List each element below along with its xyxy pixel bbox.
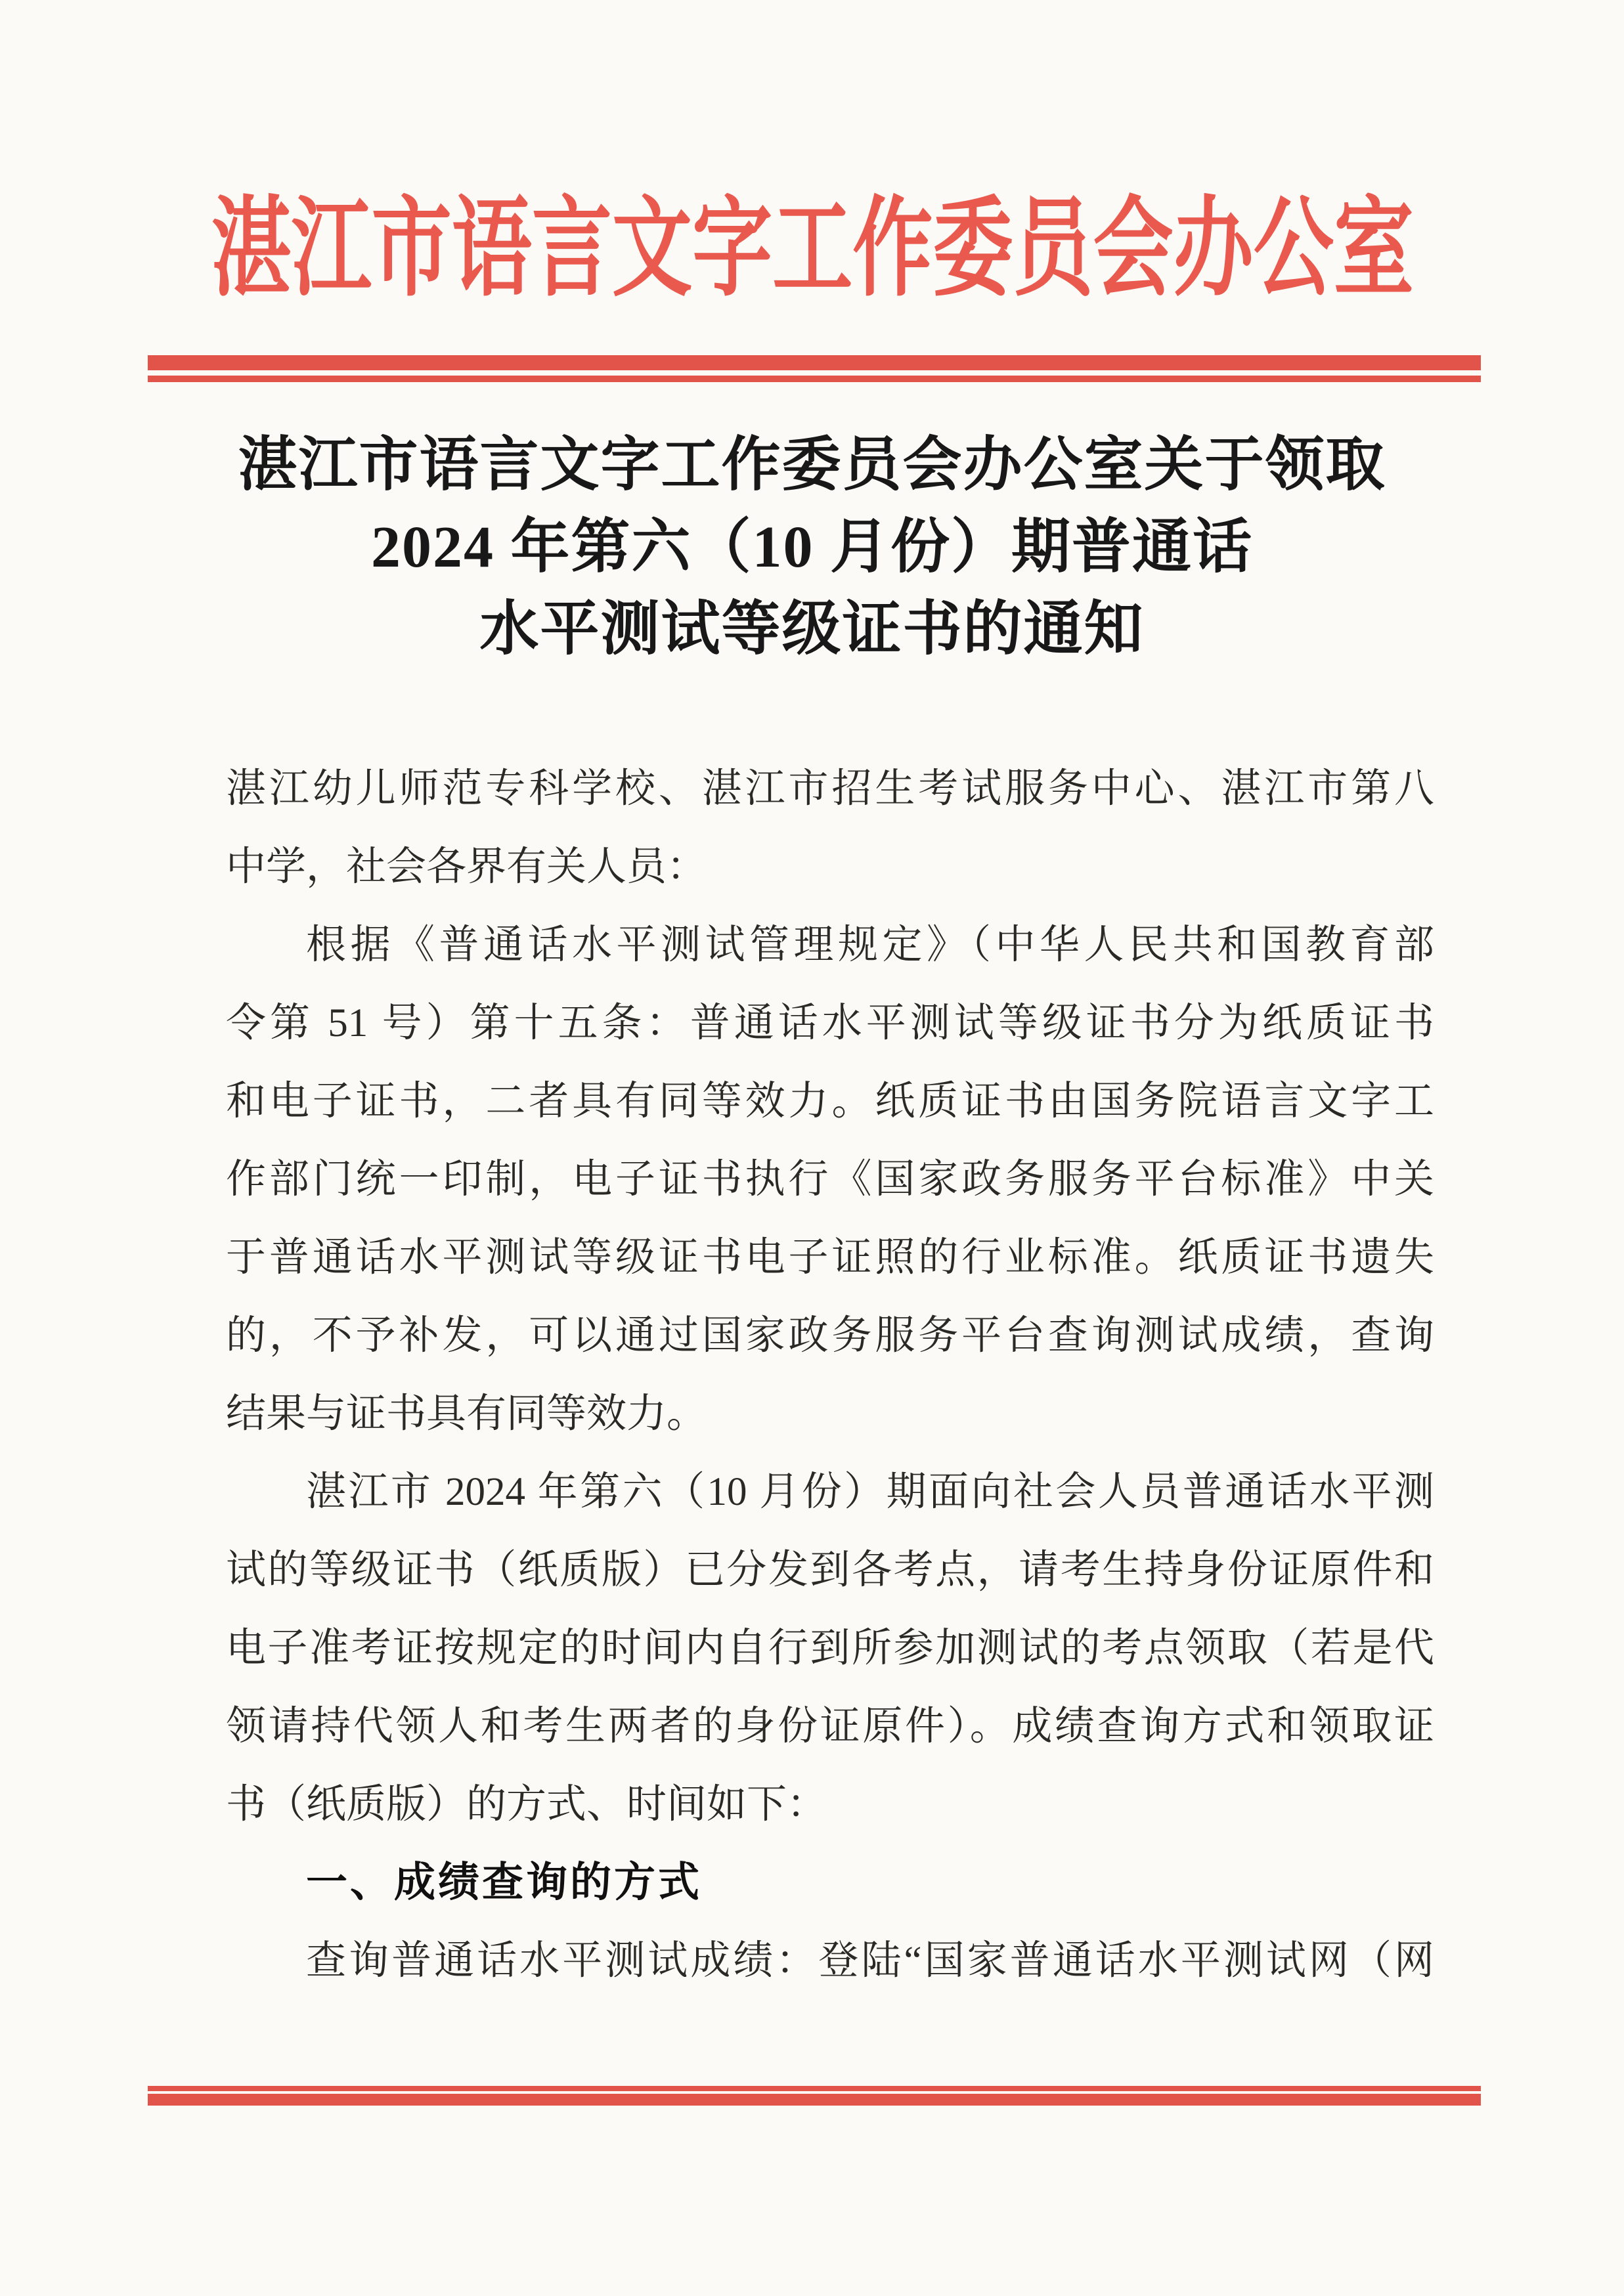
document-title	[0, 424, 1624, 670]
section-heading-score-query: 一、成绩查询的方式	[306, 1859, 702, 1905]
title-line-3: 水平测试等级证书的通知	[479, 597, 1145, 662]
title-line-1: 湛江市语言文字工作委员会办公室关于领取	[238, 433, 1386, 498]
body-line: 湛江市 2024 年第六（10 月份）期面向社会人员普通话水平测	[306, 1470, 1434, 1514]
body-line: 作部门统一印制，电子证书执行《国家政务服务平台标准》中关	[226, 1158, 1434, 1202]
title-line-2: 2024 年第六（10 月份）期普通话	[371, 515, 1253, 580]
body-line: 根据《普通话水平测试管理规定》（中华人民共和国教育部	[306, 923, 1434, 967]
letterhead-org-name: 湛江市语言文字工作委员会办公室	[211, 189, 1414, 309]
body-line: 书（纸质版）的方式、时间如下：	[226, 1783, 827, 1827]
body-line: 结果与证书具有同等效力。	[226, 1392, 707, 1436]
footer-rule-thick	[148, 2094, 1481, 2106]
body-line: 于普通话水平测试等级证书电子证照的行业标准。纸质证书遗失	[226, 1236, 1434, 1280]
letterhead-rule-thick	[148, 355, 1481, 370]
footer-rule-thin	[148, 2086, 1481, 2091]
body-line: 领请持代领人和考生两者的身份证原件）。成绩查询方式和领取证	[226, 1704, 1434, 1748]
body-line: 电子准考证按规定的时间内自行到所参加测试的考点领取（若是代	[226, 1626, 1434, 1670]
document-body	[226, 750, 1434, 2000]
body-line-salutation: 中学，社会各界有关人员：	[226, 845, 707, 889]
body-line: 查询普通话水平测试成绩：登陆“国家普通话水平测试网（网	[306, 1939, 1434, 1983]
body-line: 令第 51 号）第十五条：普通话水平测试等级证书分为纸质证书	[226, 1001, 1434, 1045]
body-line: 和电子证书，二者具有同等效力。纸质证书由国务院语言文字工	[226, 1079, 1434, 1123]
letterhead-rule-thin	[148, 376, 1481, 382]
body-line: 湛江幼儿师范专科学校、湛江市招生考试服务中心、湛江市第八	[226, 767, 1434, 811]
body-line: 试的等级证书（纸质版）已分发到各考点，请考生持身份证原件和	[226, 1548, 1434, 1592]
body-line: 的，不予补发，可以通过国家政务服务平台查询测试成绩，查询	[226, 1314, 1434, 1358]
